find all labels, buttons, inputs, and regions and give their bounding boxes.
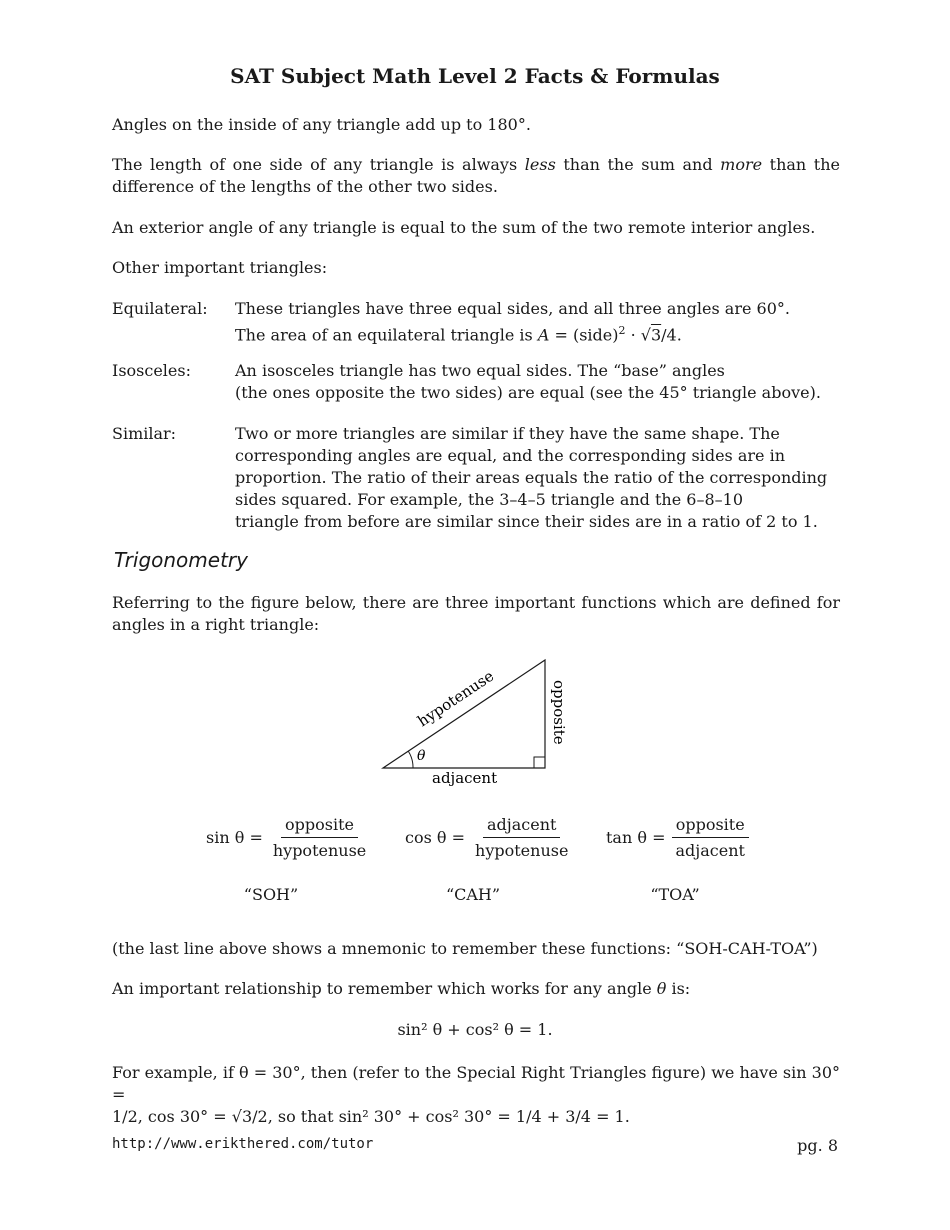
tan-lhs: tan θ =	[606, 828, 666, 847]
hypotenuse-label: hypotenuse	[414, 666, 498, 731]
tan-numerator: opposite	[672, 815, 749, 838]
theta-label: θ	[417, 748, 426, 764]
sin-denominator: hypotenuse	[272, 841, 367, 860]
right-triangle-figure	[370, 650, 590, 795]
example-line-1: For example, if θ = 30°, then (refer to the Special Right Triangles figure) we have sin 30° =	[112, 1063, 840, 1104]
equilateral-line-1: These triangles have three equal sides, and all three angles are 60°.	[235, 299, 790, 318]
mnemonic-note: (the last line above shows a mnemonic to remember these functions: “SOH-CAH-TOA”)	[112, 939, 818, 958]
isosceles-line-1: An isosceles triangle has two equal sides. The “base” angles	[235, 361, 725, 380]
similar-line-4: sides squared. For example, the 3–4–5 triangle and the 6–8–10	[235, 490, 744, 509]
side-length-post: than the difference of the lengths of the other two sides.	[112, 155, 841, 196]
section-title-trigonometry: Trigonometry	[114, 548, 248, 572]
similar-line-5: triangle from before are similar since their sides are in a ratio of 2 to 1.	[235, 512, 818, 531]
mnemonic-soh: “SOH”	[243, 885, 299, 904]
sin-lhs: sin θ =	[206, 828, 263, 847]
footer-url-link[interactable]: http://www.erikthered.com/tutor	[112, 1136, 374, 1152]
page-title: SAT Subject Math Level 2 Facts & Formulas	[230, 64, 720, 88]
tan-denominator: adjacent	[675, 841, 745, 860]
equilateral-line-2	[235, 320, 845, 346]
side-length-pre: The length of one side of any triangle is always	[112, 155, 525, 174]
isosceles-definition	[235, 360, 845, 404]
exterior-angle-text: An exterior angle of any triangle is equal to the sum of the two remote interior angles.	[112, 218, 816, 237]
example-text	[112, 1062, 840, 1128]
pythagorean-identity: sin² θ + cos² θ = 1.	[397, 1020, 553, 1039]
similar-line-3: proportion. The ratio of their areas equals the ratio of the corresponding	[235, 468, 828, 487]
cos-denominator: hypotenuse	[475, 841, 569, 860]
mnemonic-toa: “TOA”	[650, 885, 700, 904]
similar-line-2: corresponding angles are equal, and the corresponding sides are in	[235, 446, 785, 465]
page-number: pg. 8	[797, 1136, 838, 1155]
equilateral-area-sup: 2	[618, 324, 626, 337]
adjacent-label: adjacent	[432, 769, 498, 787]
angle-arc	[409, 752, 414, 769]
right-angle-marker	[534, 757, 545, 768]
equilateral-area-dot: · √	[625, 325, 651, 345]
equilateral-definition	[235, 298, 845, 346]
isosceles-line-2: (the ones opposite the two sides) are equal (see the 45° triangle above).	[235, 383, 821, 402]
identity-intro-pre: An important relationship to remember which works for any angle	[112, 979, 657, 998]
other-triangles-text: Other important triangles:	[112, 258, 328, 277]
equilateral-area-eq: = (side)	[549, 325, 619, 345]
equilateral-area-pre: The area of an equilateral triangle is	[235, 325, 538, 345]
opposite-label: opposite	[550, 680, 568, 745]
cos-lhs: cos θ =	[405, 828, 466, 847]
identity-intro	[112, 978, 840, 1000]
equilateral-area-var: A	[537, 325, 550, 345]
example-line-2: 1/2, cos 30° = √3/2, so that sin² 30° + cos² 30° = 1/4 + 3/4 = 1.	[112, 1107, 630, 1126]
equilateral-area-root: 3	[650, 325, 662, 345]
sin-numerator: opposite	[281, 815, 358, 838]
triangle-shape	[383, 660, 545, 768]
cos-fraction	[471, 815, 572, 860]
sin-fraction	[269, 815, 370, 860]
tan-formula	[606, 815, 749, 860]
side-length-more: more	[720, 155, 763, 174]
identity-intro-theta: θ	[656, 979, 667, 998]
side-length-mid: than the sum and	[555, 155, 721, 174]
equilateral-term: Equilateral:	[112, 299, 208, 318]
side-length-less: less	[524, 155, 556, 174]
cos-formula	[405, 815, 572, 860]
identity-intro-post: is:	[666, 979, 691, 998]
isosceles-term: Isosceles:	[112, 361, 191, 380]
sin-formula	[206, 815, 370, 860]
similar-definition	[235, 423, 845, 533]
equilateral-area-end: /4.	[661, 325, 682, 345]
cos-numerator: adjacent	[483, 815, 560, 838]
tan-fraction	[671, 815, 748, 860]
side-length-text	[112, 154, 840, 198]
similar-term: Similar:	[112, 424, 177, 443]
trig-intro-text: Referring to the figure below, there are three important functions which are defined for angles in a right triangle:	[112, 593, 840, 634]
similar-line-1: Two or more triangles are similar if they have the same shape. The	[235, 424, 780, 443]
angles-sum-text: Angles on the inside of any triangle add up to 180°.	[112, 115, 531, 134]
mnemonic-cah: “CAH”	[445, 885, 501, 904]
